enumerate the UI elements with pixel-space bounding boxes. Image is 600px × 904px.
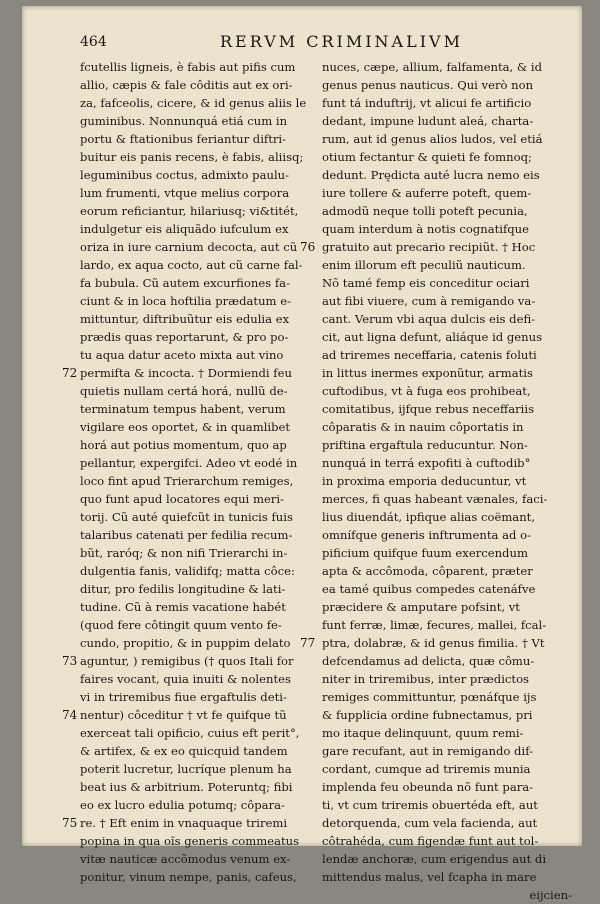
text-line <box>322 472 572 490</box>
line-text: guminibus. Nonnunquá etiá cum in <box>80 114 288 128</box>
line-text: terminatum tempus habent, verum <box>80 402 286 416</box>
line-text: vi in triremibus fiue ergaftulis deti- <box>80 690 287 704</box>
line-text: mo itaque delinquunt, quum remi- <box>322 726 524 740</box>
line-text: exerceat tali opificio, cuius eft perit°, <box>80 726 300 740</box>
line-text: cundo, propitio, & in puppim delato <box>80 636 291 650</box>
line-text: gare recufant, aut in remigando dif- <box>322 744 533 758</box>
text-line <box>80 742 315 760</box>
line-text: tudine. Cũ à remis vacatione habét <box>80 600 286 614</box>
line-text: fcutellis ligneis, è fabis aut pifis cum <box>80 60 296 74</box>
line-text: leguminibus coctus, admixto paulu- <box>80 168 290 182</box>
text-line <box>80 400 315 418</box>
text-line <box>322 310 572 328</box>
text-line <box>322 202 572 220</box>
text-line <box>80 148 315 166</box>
text-line <box>80 346 315 364</box>
line-text: in proxima emporia deducuntur, vt <box>322 474 527 488</box>
line-text: cant. Verum vbi aqua dulcis eis defi- <box>322 312 536 326</box>
text-line <box>322 256 572 274</box>
text-line <box>300 634 572 652</box>
text-line <box>80 472 315 490</box>
line-text: tu aqua datur aceto mixta aut vino <box>80 348 284 362</box>
line-text: lendæ anchoræ, cum erigendus aut di <box>322 852 547 866</box>
text-line <box>322 796 572 814</box>
line-text: lardo, ex aqua cocto, aut cũ carne fal- <box>80 258 303 272</box>
line-text: portu & ftationibus feriantur diftri- <box>80 132 287 146</box>
line-text: (quod fere côtingit quum vento fe- <box>80 618 282 632</box>
line-text: & fupplicia ordine fubnectamus, pri <box>322 708 533 722</box>
text-line <box>80 634 315 652</box>
text-line <box>322 778 572 796</box>
text-line <box>80 562 315 580</box>
text-line <box>322 652 572 670</box>
text-line <box>80 202 315 220</box>
line-text: iure tollere & auferre poteft, quem- <box>322 186 532 200</box>
text-line <box>80 274 315 292</box>
text-line <box>322 742 572 760</box>
text-line <box>80 544 315 562</box>
text-line <box>80 130 315 148</box>
text-line <box>322 418 572 436</box>
line-text: remiges committuntur, pœnáfque ijs <box>322 690 537 704</box>
margin-note-number: 76 <box>300 240 316 254</box>
line-text: vitæ nauticæ accõmodus venum ex- <box>80 852 291 866</box>
page-header <box>80 34 552 54</box>
line-text: za, fafceolis, cicere, & id genus aliis le <box>80 96 307 110</box>
line-text: dedunt. Prędicta auté lucra nemo eis <box>322 168 540 182</box>
text-line <box>80 418 315 436</box>
text-line <box>80 832 315 850</box>
line-text: dulgentia fanis, validifq; matta côce: <box>80 564 295 578</box>
line-text: ea tamé quibus compedes catenáfve <box>322 582 536 596</box>
margin-note-number: 74 <box>62 708 78 722</box>
text-line <box>322 688 572 706</box>
text-line <box>322 706 572 724</box>
text-line <box>322 562 572 580</box>
text-line <box>80 580 315 598</box>
text-line <box>80 724 315 742</box>
line-text: mittendus malus, vel fcapha in mare <box>322 870 537 884</box>
text-line <box>80 256 315 274</box>
text-line <box>322 724 572 742</box>
text-line <box>80 670 315 688</box>
text-line <box>322 364 572 382</box>
line-text: mittuntur, diftribuũtur eis edulia ex <box>80 312 290 326</box>
text-line <box>80 328 315 346</box>
line-text: prædis quas reportarunt, & pro po- <box>80 330 289 344</box>
text-line <box>322 274 572 292</box>
text-line <box>80 382 315 400</box>
catchword: eijcien- <box>529 888 572 902</box>
line-text: comitatibus, ijfque rebus neceffariis <box>322 402 535 416</box>
text-line <box>62 364 315 382</box>
line-text: funt ferræ, limæ, fecures, mallei, fcal- <box>322 618 547 632</box>
text-line <box>80 184 315 202</box>
line-text: pificium quifque fuum exercendum <box>322 546 528 560</box>
text-line <box>80 868 315 886</box>
line-text: ditur, pro fedilis longitudine & lati- <box>80 582 286 596</box>
book-page <box>22 6 582 902</box>
text-line <box>80 796 315 814</box>
text-line <box>322 58 572 76</box>
text-line <box>80 454 315 472</box>
line-text: otium fectantur & quieti fe fomnoq; <box>322 150 532 164</box>
text-line <box>80 112 315 130</box>
line-text: pellantur, expergifci. Adeo vt eodé in <box>80 456 298 470</box>
line-text: allio, cæpis & fale côditis aut ex ori- <box>80 78 293 92</box>
text-line <box>80 292 315 310</box>
text-line <box>322 400 572 418</box>
line-text: in littus inermes exponũtur, armatis <box>322 366 533 380</box>
line-text: oriza in iure carnium decocta, aut cũ <box>80 240 298 254</box>
line-text: quo funt apud locatores equi meri- <box>80 492 284 506</box>
line-text: popina in qua oĩs generis commeatus <box>80 834 300 848</box>
text-line <box>300 238 572 256</box>
line-text: côparatis & in nauim côportatis in <box>322 420 524 434</box>
text-line <box>322 220 572 238</box>
text-line <box>322 760 572 778</box>
line-text: lum frumenti, vtque melius corpora <box>80 186 290 200</box>
line-text: aut fibi viuere, cum à remigando va- <box>322 294 536 308</box>
line-text: implenda feu obeunda nõ funt para- <box>322 780 534 794</box>
text-line <box>62 652 315 670</box>
line-text: ad triremes neceffaria, catenis foluti <box>322 348 537 362</box>
line-text: torij. Cũ auté quiefcũt in tunicis fuis <box>80 510 293 524</box>
line-text: rum, aut id genus alios ludos, vel etiá <box>322 132 543 146</box>
text-line <box>80 778 315 796</box>
text-line <box>80 850 315 868</box>
text-line <box>80 598 315 616</box>
text-line <box>322 616 572 634</box>
line-text: ponitur, vinum nempe, panis, cafeus, <box>80 870 297 884</box>
line-text: funt tá induftrij, vt alicui fe artificio <box>322 96 532 110</box>
text-line <box>322 94 572 112</box>
text-line <box>322 508 572 526</box>
line-text: ti, vt cum triremis obuertéda eft, aut <box>322 798 538 812</box>
text-line <box>322 436 572 454</box>
line-text: nentur) côceditur † vt fe quifque tũ <box>80 708 287 722</box>
line-text: quam interdum à notis cognatifque <box>322 222 530 236</box>
line-text: aguntur, ) remigibus († quos Itali for <box>80 654 294 668</box>
text-line <box>322 346 572 364</box>
line-text: omnífque generis inftrumenta ad o- <box>322 528 531 542</box>
running-head: RERVM CRIMINALIVM <box>220 32 463 51</box>
text-line <box>322 814 572 832</box>
text-line <box>62 814 315 832</box>
text-line <box>322 490 572 508</box>
text-line <box>80 688 315 706</box>
line-text: detorquenda, cum vela facienda, aut <box>322 816 538 830</box>
line-text: poterit lucretur, lucríque plenum ha <box>80 762 292 776</box>
text-line <box>322 580 572 598</box>
text-line <box>80 436 315 454</box>
line-text: beat ius & arbitrium. Poteruntq; fibi <box>80 780 293 794</box>
line-text: buitur eis panis recens, è fabis, aliisq; <box>80 150 304 164</box>
left-text-column <box>62 58 315 886</box>
line-text: horá aut potius momentum, quo ap <box>80 438 287 452</box>
line-text: nunquá in terrá expofiti à cuftodib° <box>322 456 531 470</box>
line-text: gratuito aut precario recipiũt. † Hoc <box>322 240 536 254</box>
line-text: fa bubula. Cũ autem excurfiones fa- <box>80 276 290 290</box>
line-text: dedant, impune ludunt aleá, charta- <box>322 114 534 128</box>
line-text: re. † Eft enim in vnaquaque triremi <box>80 816 288 830</box>
text-line <box>80 76 315 94</box>
line-text: faires vocant, quia inuiti & nolentes <box>80 672 291 686</box>
text-line <box>322 526 572 544</box>
line-text: enim illorum eft peculiũ nauticum. <box>322 258 526 272</box>
text-line <box>80 238 315 256</box>
line-text: defcendamus ad delicta, quæ cômu- <box>322 654 535 668</box>
line-text: cuftodibus, vt à fuga eos prohibeat, <box>322 384 531 398</box>
margin-note-number: 73 <box>62 654 78 668</box>
text-line <box>322 166 572 184</box>
line-text: apta & accômoda, côparent, præter <box>322 564 533 578</box>
text-line <box>322 670 572 688</box>
line-text: ciunt & in loca hoftilia prædatum e- <box>80 294 292 308</box>
margin-note-number: 77 <box>300 636 316 650</box>
line-text: talaribus catenati per fedilia recum- <box>80 528 293 542</box>
line-text: loco fint apud Trierarchum remiges, <box>80 474 294 488</box>
line-text: vigilare eos oportet, & in quamlibet <box>80 420 291 434</box>
text-line <box>322 76 572 94</box>
line-text: cordant, cumque ad triremis munia <box>322 762 531 776</box>
right-text-column <box>300 58 572 904</box>
text-line <box>80 508 315 526</box>
line-text: priftina ergaftula reducuntur. Non- <box>322 438 528 452</box>
line-text: eo ex lucro edulia potumq; côpara- <box>80 798 285 812</box>
text-line <box>322 292 572 310</box>
text-line <box>322 598 572 616</box>
text-line <box>80 220 315 238</box>
line-text: niter in triremibus, inter prædictos <box>322 672 530 686</box>
line-text: permifta & incocta. † Dormiendi feu <box>80 366 292 380</box>
text-line <box>322 382 572 400</box>
text-line <box>80 616 315 634</box>
text-line <box>80 310 315 328</box>
line-text: quietis nullam certá horá, nullũ de- <box>80 384 288 398</box>
line-text: eorum reficiantur, hilariusq; vi&titét, <box>80 204 299 218</box>
text-line <box>322 184 572 202</box>
line-text: indulgetur eis aliquãdo iufculum ex <box>80 222 289 236</box>
line-text: genus penus nauticus. Qui verò non <box>322 78 534 92</box>
line-text: & artifex, & ex eo quicquid tandem <box>80 744 288 758</box>
line-text: lius diuendát, ipfique alias coëmant, <box>322 510 536 524</box>
text-line <box>80 58 315 76</box>
text-line <box>80 94 315 112</box>
text-line <box>322 832 572 850</box>
line-text: nuces, cæpe, allium, falfamenta, & id <box>322 60 543 74</box>
line-text: ptra, dolabræ, & id genus fimilia. † Vt <box>322 636 545 650</box>
text-line <box>80 760 315 778</box>
line-text: bũt, raróq; & non nifi Trierarchi in- <box>80 546 288 560</box>
line-text: præcidere & amputare pofsint, vt <box>322 600 520 614</box>
line-text: cit, aut ligna defunt, aliáque id genus <box>322 330 543 344</box>
margin-note-number: 72 <box>62 366 78 380</box>
text-line <box>322 868 572 886</box>
text-line <box>80 490 315 508</box>
margin-note-number: 75 <box>62 816 78 830</box>
text-line <box>322 328 572 346</box>
page-number: 464 <box>80 34 107 50</box>
line-text: côtrahéda, cum figendæ funt aut tol- <box>322 834 539 848</box>
text-line <box>322 454 572 472</box>
text-line <box>322 130 572 148</box>
text-line <box>322 148 572 166</box>
text-line <box>322 112 572 130</box>
text-line <box>322 850 572 868</box>
catchword-line <box>322 886 572 904</box>
text-line <box>322 544 572 562</box>
line-text: Nõ tamé femp eis conceditur ociari <box>322 276 530 290</box>
line-text: merces, fi quas habeant vænales, faci- <box>322 492 548 506</box>
text-line <box>80 526 315 544</box>
text-line <box>62 706 315 724</box>
text-line <box>80 166 315 184</box>
line-text: admodũ neque tolli poteft pecunia, <box>322 204 528 218</box>
